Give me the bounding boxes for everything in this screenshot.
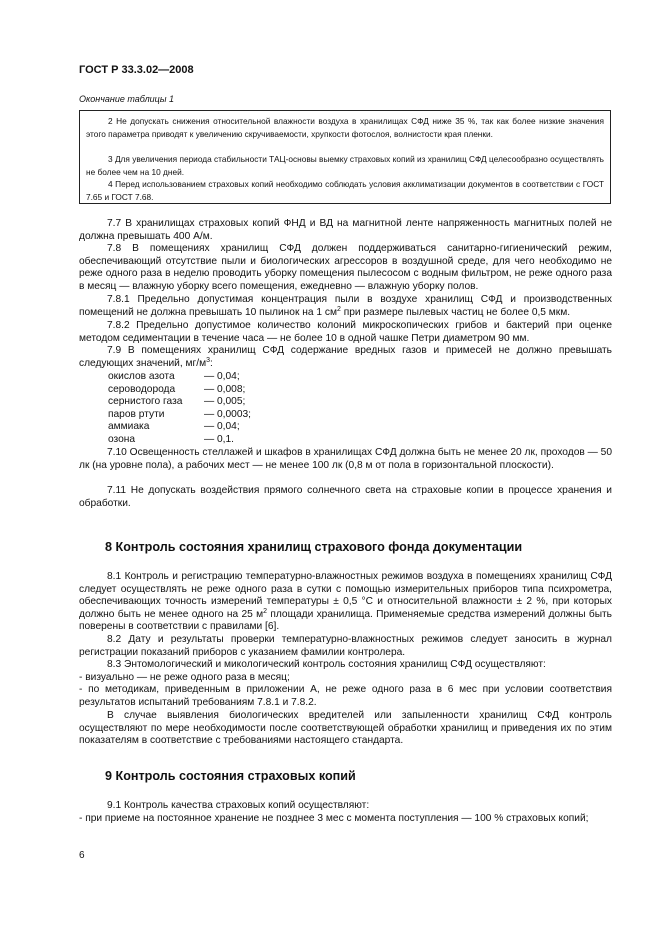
table-continuation-caption: Окончание таблицы 1 [79, 94, 174, 104]
gas-value: — 0,04; [204, 421, 240, 432]
paragraph-7-8: 7.8 В помещениях хранилищ СФД должен поддерживаться санитарно-гигиенический режим, обеспечивающий отсутствие пыли и биологических агрессоров в воздушной среде, для чего необходимо не реже одного раза в неделю проводить уборку помещения пылесосом с водным фильтром, не реже одного раза в месяц — влажную уборку всего помещения, ежедневно — влажную уборку полов. [79, 243, 612, 292]
paragraph-7-11: 7.11 Не допускать воздействия прямого солнечного света на страховые копии в процессе хранения и обработки. [79, 485, 612, 509]
gas-name: озона [108, 434, 136, 445]
list-item-acceptance: - при приеме на постоянное хранение не позднее 3 мес с момента поступления — 100 % страховых копий; [79, 813, 589, 824]
gas-value: — 0,1. [204, 434, 235, 445]
paragraph-9-1: 9.1 Контроль качества страховых копий осуществляют: [107, 800, 370, 811]
section-8-heading: 8 Контроль состояния хранилищ страхового фонда документации [105, 540, 523, 554]
paragraph-8-2: 8.2 Дату и результаты проверки температурно-влажностных режимов следует заносить в журнал регистрации показаний приборов с указанием фамилии контролера. [79, 634, 612, 658]
paragraph-8-4: В случае выявления биологических вредителей или запыленности хранилищ СФД контроль осуществляют по мере необходимости после соответствующей обработки хранилищ и приведения их по этим показателям в соответствие с требованиями настоящего стандарта. [79, 710, 612, 747]
paragraph-7-8-2: 7.8.2 Предельно допустимое количество колоний микроскопических грибов и бактерий при оценке методом седиментации в течение часа — не более 10 в одной чашке Петри диаметром 90 мм. [79, 320, 612, 344]
table-note-2: 2 Не допускать снижения относительной влажности воздуха в хранилищах СФД ниже 35 %, так как более низкие значения этого параметра приводят к увеличению скручиваемости, хрупкости фотослоя, волнистости края пленки. [86, 116, 604, 139]
list-item-methods: - по методикам, приведенным в приложении А, не реже одного раза в 6 мес при условии соответствия результатов испытаний требованиям 7.8.1 и 7.8.2. [79, 684, 612, 708]
list-item-visual: - визуально — не реже одного раза в месяц; [79, 672, 290, 683]
gas-name: паров ртути [108, 409, 165, 420]
paragraph-7-9: 7.9 В помещениях хранилищ СФД содержание вредных газов и примесей не должно превышать следующих значений, $мг/м^3$: [79, 345, 612, 369]
gas-name: сероводорода [108, 384, 176, 395]
paragraph-7-7: 7.7 В хранилищах страховых копий ФНД и ВД на магнитной ленте напряженность магнитных полей не должна превышать 400 А/м. [79, 218, 612, 242]
table-notes-box [79, 110, 611, 204]
section-9-heading: 9 Контроль состояния страховых копий [105, 769, 356, 783]
gas-value: — 0,0003; [204, 409, 252, 420]
gas-name: окислов азота [108, 371, 175, 382]
paragraph-7-8-1: 7.8.1 Предельно допустимая концентрация пыли в воздухе хранилищ СФД и производственных помещений не должна превышать 10 пылинок на 1 $см^2$ при размере пылевых частиц не более 0,5 мкм. [79, 294, 612, 318]
paragraph-8-1: 8.1 Контроль и регистрацию температурно-влажностных режимов воздуха в помещениях хранилищ СФД следует осуществлять не реже одного раза в сутки с помощью измерительных приборов типа психрометра, обеспечивающих точность измерений температуры ± 0,5 °С и относительной влажности ± 2 %, при которых должно быть не менее одного на 25 $м^2$ площади хранилища. Применяемые средства измерений должны быть поверены в соответствии с правилами [6]. [79, 571, 612, 633]
gas-value: — 0,008; [204, 384, 246, 395]
gas-value: — 0,04; [204, 371, 240, 382]
paragraph-8-3: 8.3 Энтомологический и микологический контроль состояния хранилищ СФД осуществляют: [107, 659, 546, 670]
table-note-4: 4 Перед использованием страховых копий необходимо соблюдать условия акклиматизации документов в соответствии с ГОСТ 7.65 и ГОСТ 7.68. [86, 179, 604, 202]
paragraph-7-10: 7.10 Освещенность стеллажей и шкафов в хранилищах СФД должна быть не менее 20 лк, проходов — 50 лк (на уровне пола), а рабочих мест — не менее 100 лк (0,8 м от пола в горизонтальной плоскости). [79, 447, 612, 471]
document-code-header: ГОСТ Р 33.3.02—2008 [79, 64, 194, 76]
gas-name: сернистого газа [108, 396, 183, 407]
gas-name: аммиака [108, 421, 150, 432]
gas-value: — 0,005; [204, 396, 246, 407]
page-number: 6 [79, 850, 85, 861]
table-note-3: 3 Для увеличения периода стабильности ТАЦ-основы выемку страховых копий из хранилищ СФД целесообразно осуществлять не более чем на 10 дней. [86, 154, 604, 177]
